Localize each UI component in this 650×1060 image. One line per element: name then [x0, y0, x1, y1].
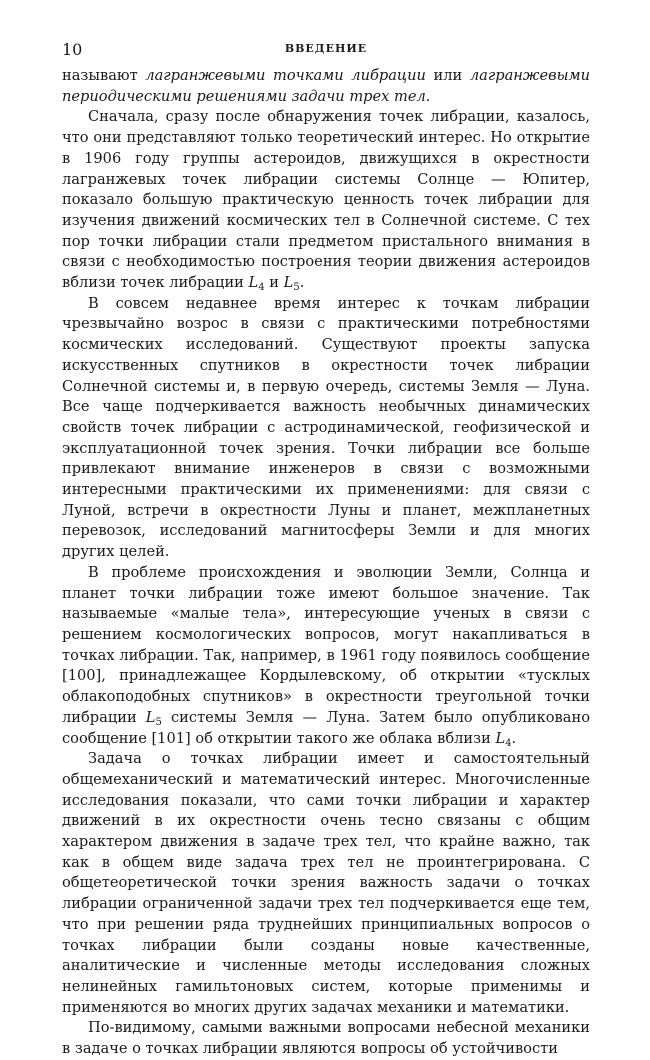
math-subscript: 5 [155, 716, 162, 728]
math-symbol: L [248, 274, 259, 292]
text-run: Задача о точках либрации имеет и самостоятельный общемеханический и математический интерес. Многочисленные исследования показали, что сами точки либрации и характер движений в их окрестности очень тесно связаны с общим характером движения в задаче трех тел, что крайне важно, так как в общем виде задача трех тел не проинтегрирована. С общетеоретической точки зрения важность задачи о точках либрации ограниченной задачи трех тел подчеркивается еще тем, что при решении ряда труднейших принципиальных вопросов о точках либрации были созданы новые качественные, аналитические и численные методы исследования сложных нелинейных гамильтоновых систем, которые применимы и применяются во многих других задачах механики и математики. [62, 750, 590, 1016]
text-run: . [299, 274, 305, 292]
math-subscript: 5 [293, 282, 300, 294]
math-symbol: L [495, 729, 506, 747]
math-symbol: L [145, 708, 156, 726]
paragraph [62, 294, 590, 563]
text-run: системы Земля — Луна. Затем было опубликовано сообщение [101] об открытии такого же облака вблизи [62, 708, 590, 747]
text-run: или [425, 67, 470, 84]
text-run: называют [62, 67, 146, 84]
paragraph [62, 749, 590, 1018]
page-header [62, 38, 590, 66]
text-run: В совсем недавнее время интерес к точкам либрации чрезвычайно возрос в связи с практическими потребностями космических исследований. Существуют проекты запуска искусственных спутников в окрестности точек либрации Солнечной системы и, в первую очередь, системы Земля — Луна. Все чаще подчеркивается важность необычных динамических свойств точек либрации с астродинамической, геофизической и эксплуатационной точек зрения. Точки либрации все больше привлекают внимание инженеров в связи с возможными интересными практическими их применениями: для связи с Луной, встречи в окрестности Луны и планет, межпланетных перевозок, исследований магнитосферы Земли и для многих других целей. [62, 294, 590, 561]
paragraph [62, 1018, 590, 1059]
text-run: По-видимому, самыми важными вопросами небесной механики в задаче о точках либрации являются вопросы об устойчивости [62, 1019, 590, 1058]
italic-term: лагранжевыми точками либрации [145, 67, 426, 84]
italic-term: лагранжевыми периодическими решениями задачи трех тел. [62, 67, 590, 105]
paragraph [62, 107, 590, 293]
math-subscript: 4 [258, 282, 265, 294]
book-page [62, 38, 590, 1060]
text-run: В проблеме происхождения и эволюции Земли, Солнца и планет точки либрации тоже имеют большое значение. Так называемые «малые тела», интересующие ученых в связи с решением космологических вопросов, могут накапливаться в точках либрации. Так, например, в 1961 году появилось сообщение [100], принадлежащее Кордылевскому, об открытии «тусклых облакоподобных спутников» в окрестности треугольной точки либрации [62, 563, 590, 726]
math-symbol: L [283, 274, 294, 292]
paragraph-continuation [62, 66, 590, 107]
math-subscript: 4 [505, 737, 512, 749]
text-run: . [511, 729, 517, 747]
running-head: ВВЕДЕНИЕ [284, 42, 368, 55]
text-run: Сначала, сразу после обнаружения точек либрации, казалось, что они представляют только теоретический интерес. Но открытие в 1906 году группы астероидов, движущихся в окрестности лагранжевых точек либрации системы Солнце — Юпитер, показало большую практическую ценность точек либрации для изучения движений космических тел в Солнечной системе. С тех пор точки либрации стали предметом пристального внимания в связи с необходимостью построения теории движения астероидов вблизи точек либрации [62, 108, 590, 292]
body-text [62, 66, 590, 1060]
page-number: 10 [62, 40, 83, 59]
text-run: и [264, 274, 284, 292]
paragraph [62, 563, 590, 749]
